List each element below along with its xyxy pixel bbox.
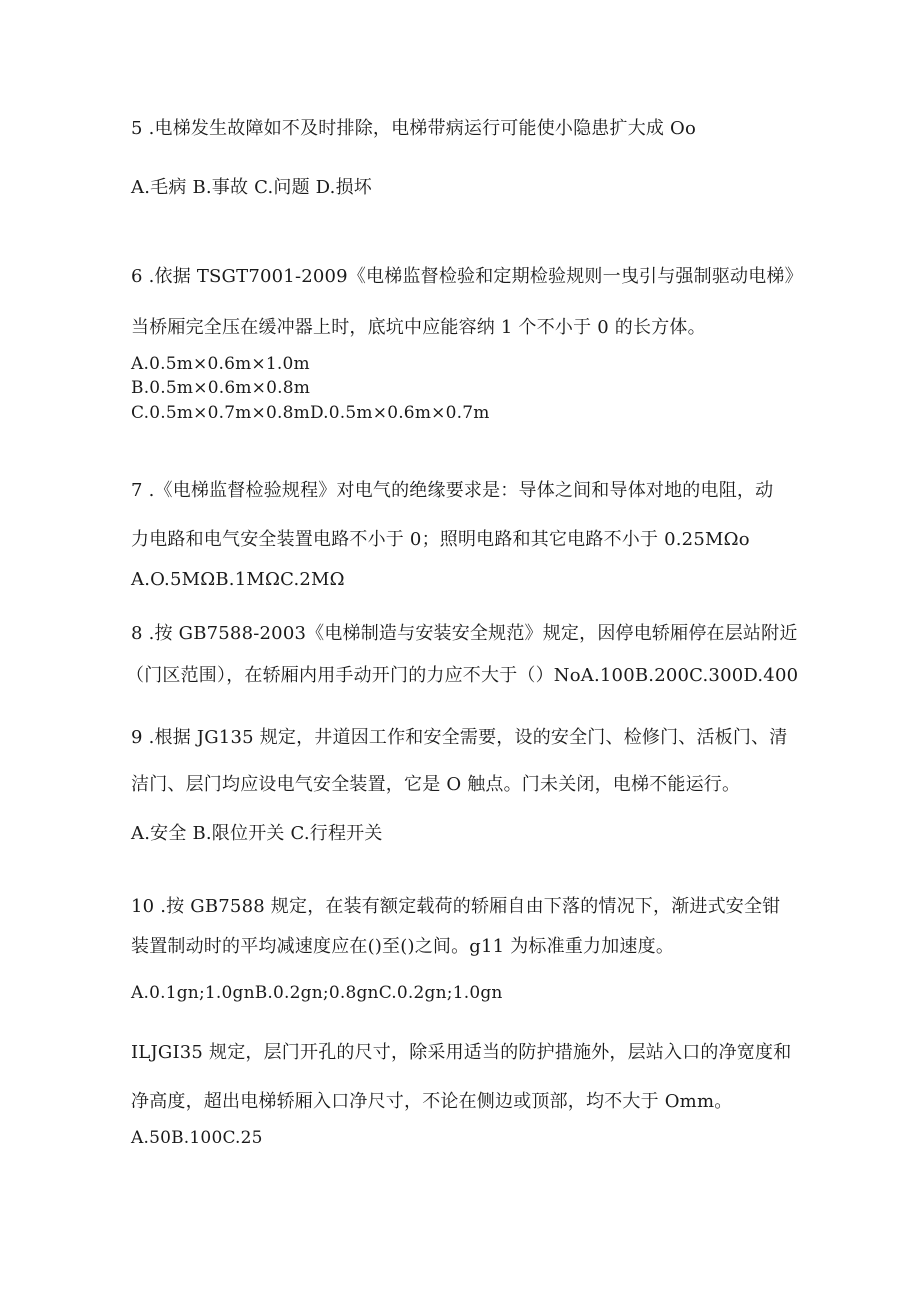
question-6-option-b: B.0.5m×0.6m×0.8m <box>131 378 311 398</box>
question-10-stem-line1: 10 .按 GB7588 规定，在装有额定载荷的轿厢自由下落的情况下，渐进式安全钳 <box>131 896 781 917</box>
question-5-options: A.毛病 B.事故 C.问题 D.损坏 <box>131 177 372 198</box>
question-8-stem-line2: （门区范围），在轿厢内用手动开门的力应不大于（）NoA.100B.200C.300D.400 <box>126 665 799 686</box>
question-7-options: A.O.5MΩB.1MΩC.2MΩ <box>131 569 345 590</box>
question-9-stem-line1: 9 .根据 JG135 规定，井道因工作和安全需要，设的安全门、检修门、活板门、清 <box>131 727 788 748</box>
question-6-stem-line1: 6 .依据 TSGT7001-2009《电梯监督检验和定期检验规则一曳引与强制驱动电梯》 <box>131 266 803 287</box>
question-5-stem: 5 .电梯发生故障如不及时排除，电梯带病运行可能使小隐患扩大成 Oo <box>131 118 697 139</box>
question-6-stem-line2: 当桥厢完全压在缓冲器上时，底坑中应能容纳 1 个不小于 0 的长方体。 <box>131 317 706 338</box>
question-6-option-a: A.0.5m×0.6m×1.0m <box>131 354 310 374</box>
question-9-stem-line2: 洁门、层门均应设电气安全装置，它是 O 触点。门未关闭，电梯不能运行。 <box>131 774 741 795</box>
question-7-stem-line1: 7 .《电梯监督检验规程》对电气的绝缘要求是：导体之间和导体对地的电阻，动 <box>131 480 774 501</box>
question-7-stem-line2: 力电路和电气安全装置电路不小于 0；照明电路和其它电路不小于 0.25MΩo <box>131 529 750 550</box>
question-11-stem-line1: ILJGI35 规定，层门开孔的尺寸，除采用适当的防护措施外，层站入口的净宽度和 <box>131 1042 792 1063</box>
question-8-stem-line1: 8 .按 GB7588-2003《电梯制造与安装安全规范》规定，因停电轿厢停在层站附近 <box>131 623 798 644</box>
question-10-options: A.0.1gn;1.0gnB.0.2gn;0.8gnC.0.2gn;1.0gn <box>131 983 503 1003</box>
question-6-option-cd: C.0.5m×0.7m×0.8mD.0.5m×0.6m×0.7m <box>131 403 490 423</box>
question-11-stem-line2: 净高度，超出电梯轿厢入口净尺寸，不论在侧边或顶部，均不大于 Omm。 <box>131 1091 733 1112</box>
question-9-options: A.安全 B.限位开关 C.行程开关 <box>131 823 383 844</box>
question-11-options: A.50B.100C.25 <box>131 1128 263 1148</box>
question-10-stem-line2: 装置制动时的平均减速度应在()至()之间。g11 为标准重力加速度。 <box>131 936 675 957</box>
